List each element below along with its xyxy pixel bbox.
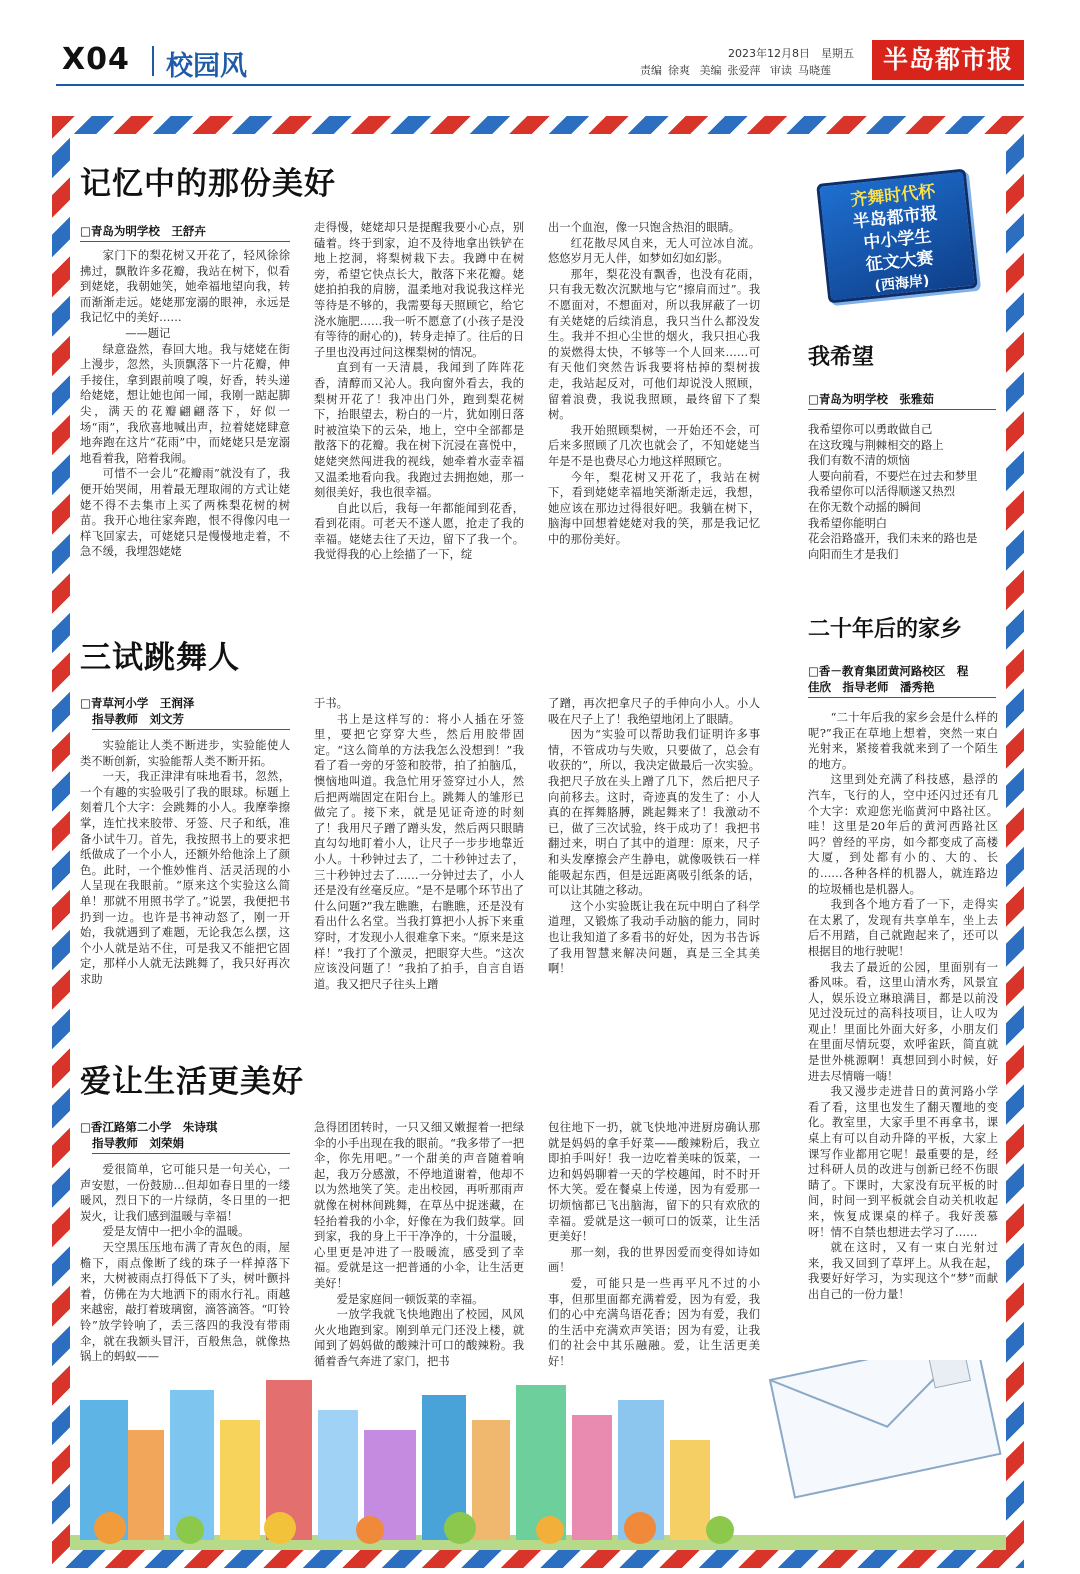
contest-line: 中小学生 (862, 226, 933, 254)
article-column (808, 710, 998, 1338)
paragraph: 一天，我正津津有味地看书，忽然，一个有趣的实验吸引了我的眼球。标题上刻着几个大字：会跳舞的小人。我摩拳擦掌，连忙找来胶带、牙签、尺子和纸，准备小试牛刀。首先，我按照书上的要求把纸做成了一个小人，还额外给他涂上了颜色。此时，一个惟妙惟肖、活灵活现的小人呈现在我眼前。“原来这个实验这么简单！那就不用照书学了。”说罢，我便把书扔到一边。也许是书神动怒了，刚一开始，我就遇到了难题，无论我怎么摆，这个小人就是站不住，可是我又不能把它固定，那样小人就无法跳舞了，我只好再次求助 (80, 770, 290, 986)
article-teacher: 指导教师 刘荣娟 (92, 1136, 290, 1154)
poem-line: 花会沿路盛开，我们未来的路也是 (808, 532, 978, 546)
article-byline: 佳欣 指导老师 潘秀艳 (808, 680, 996, 698)
contest-line: 齐舞时代杯 (849, 181, 937, 211)
paragraph: 自此以后，我每一年都能闻到花香，看到花雨。可老天不遂人愿，抢走了我的幸福。姥姥去往了天边，留下了我一个。我觉得我的心上绘描了一下，绽 (314, 501, 524, 562)
building (220, 1420, 260, 1540)
paragraph: 书上是这样写的：将小人插在牙签里，要把它穿穿大些，然后用胶带固定。“这么简单的方法我怎么没想到！”我看了看一旁的牙签和胶带，拍了拍脑瓜，懊恼地叫道。我急忙用牙签穿过小人，然后把两端固定在阳台上。跳舞人的雏形已做完了。接下来，就是见证奇迹的时刻了！我用尺子蹭了蹭头发，然后两只眼睛直勾勾地盯着小人，让尺子一步步地靠近小人。十秒钟过去了，二十秒钟过去了，三十秒钟过去了……一分钟过去了，小人还是没有丝毫反应。“是不是哪个环节出了什么问题?”我左瞧瞧，右瞧瞧，还是没有看出什么名堂。当我打算把小人拆下来重穿时，才发现小人很难拿下来。“原来是这样！”我打了个激灵，把眼穿大些。“这次应该没问题了！”我拍了拍手，自言自语道。我又把尺子往头上蹭 (314, 712, 524, 991)
paragraph: 爱，可能只是一些再平凡不过的小事，但那里面都充满着爱，因为有爱，我们的心中充满鸟语花香；因为有爱，我们的生活中充满欢声笑语；因为有爱，让我们的社会中其乐融融。爱，让生活更美好！ (548, 1276, 760, 1368)
building (670, 1440, 710, 1540)
paragraph: ——题记 (125, 326, 171, 340)
paragraph: 红花散尽风自来，无人可泣冰自流。悠悠岁月无人伴，如梦如幻如幻影。 (548, 236, 760, 266)
credit-label: 美编 (699, 64, 722, 77)
poem-line: 我们有数不清的烦恼 (808, 454, 910, 468)
building (128, 1430, 164, 1540)
article-title: 三试跳舞人 (80, 640, 240, 676)
article-column (80, 1162, 290, 1382)
article-byline: □香－教育集团黄河路校区 程 (808, 664, 969, 678)
paragraph: 于书。 (314, 697, 348, 710)
contest-line: 征文大赛 (864, 248, 935, 276)
article-title: 我希望 (808, 345, 875, 370)
article-title: 爱让生活更美好 (80, 1064, 304, 1100)
credit-label: 审读 (770, 64, 792, 77)
article-byline: □青岛为明学校 张雅茹 (808, 392, 996, 410)
paragraph: 急得团团转时，一只又细又嫩握着一把绿伞的小手出现在我的眼前。“我多带了一把伞，你先用吧。”一个甜美的声音随着响起，我万分感激，不停地道谢着，他却不以为然地笑了笑。走出校园，再听那雨声就像在树林间跳舞，在草丛中捉迷藏，在轻抬着我的小伞，好像在为我们鼓掌。回到家，我的身上干干净净的，十分温暖，心里更是冲进了一股暖流，感受到了幸福。爱就是这一把普通的小伞，让生活更美好！ (314, 1121, 524, 1290)
article-byline: □青岛为明学校 王舒卉 (80, 224, 290, 242)
poem-line: 向阳而生才是我们 (808, 547, 899, 561)
article-column (314, 696, 524, 1018)
poem-body (808, 422, 1008, 562)
section-title: 校园风 (166, 51, 247, 82)
paragraph: 实验能让人类不断进步，实验能使人类不断创新，实验能帮人类不断开拓。 (80, 739, 290, 768)
article-column (80, 738, 290, 1018)
paragraph: 爱是友情中一把小伞的温暖。 (102, 1225, 250, 1239)
poem-line: 在这玫瑰与荆棘相交的路上 (808, 438, 944, 452)
paragraph: 因为“实验可以帮助我们证明许多事情，不管成功与失败，只要做了，总会有收获的”，所以，我决定做最后一次实验。我把尺子放在头上蹭了几下，然后把尺子向前移去。这时，奇迹真的发生了：小人真的在挥舞胳膊，跳起舞来了！我激动不已，做了三次试验，终于成功了！我把书翻过来，明白了其中的道理：原来，尺子和头发摩擦会产生静电，就像吸铁石一样能吸起东西，但是远距离吸引纸条的话，可以让其随之移动。 (548, 728, 760, 898)
poem-line: 我希望你可以活得顺遂又热烈 (808, 485, 955, 499)
paragraph: 家门下的梨花树又开花了，轻风徐徐拂过，飘散许多花瓣，我站在树下，似看到姥姥，我朝她笑，她牵福地望向我，转而渐渐走远。姥姥那宠溺的眼神，永远是我记忆中的美好…… (80, 249, 290, 325)
article-column (548, 696, 760, 1018)
header-rule (56, 84, 1024, 86)
paragraph: 我到各个地方看了一下，走得实在太累了，发现有共享单车，坐上去后不用踏，自己就跑起来了，还可以根据目的地行驶呢！ (808, 898, 998, 958)
newspaper-logo: 半岛都市报 (872, 40, 1024, 80)
header-separator (152, 46, 154, 76)
paragraph: 天空黑压压地布满了青灰色的雨，屋檐下，雨点像断了线的珠子一样掉落下来，大树被雨点打得低下了头，树叶颤抖着，仿佛在为大地洒下的雨水行礼。雨越来越密，敲打着玻璃窗，滴答滴答。“叮铃铃”放学铃响了，丢三落四的我没有带雨伞，就在我额头冒汗，百般焦急，就像热锅上的蚂蚁—— (80, 1240, 290, 1364)
paragraph: 那一刻，我的世界因爱而变得如诗如画！ (548, 1245, 760, 1275)
paragraph: 直到有一天清晨，我闻到了阵阵花香，清醇而又沁人。我向窗外看去，我的梨树开花了！我冲出门外，跑到梨花树下，抬眼望去，粉白的一片，犹如刚日落时被渲染下的云朵，地上，空中全部都是散落下的花瓣。我在树下沉浸在喜悦中，姥姥突然闯进我的视线，她牵着水壶幸福又温柔地看向我。我跑过去拥抱她，那一刻很美好，我也很幸福。 (314, 361, 524, 500)
paragraph: 走得慢，姥姥却只是提醒我要小心点，别磕着。终于到家，迫不及待地拿出铁铲在地上挖洞，将梨树栽下去。我蹲中在树旁，希望它快点长大，散落下来花瓣。姥姥拍拍我的肩膀，温柔地对我说我这样光等待是不够的，我需要每天照顾它，给它浇水施肥……我一听不愿意了(小孩子是没有等待的耐心的)，转身走掉了。往后的日子里也没再过问这棵梨树的情况。 (314, 221, 524, 359)
article-byline: □青草河小学 王润泽 (80, 696, 195, 710)
paragraph: 一放学我就飞快地跑出了校园，风风火火地跑到家。刚到单元门还没上楼，就闻到了妈妈做的酸辣汁可口的酸辣粉。我循着香气奔进了家门，把书 (314, 1308, 524, 1368)
paragraph: “二十年后我的家乡会是什么样的呢?”我正在草地上想着，突然一束白光射来，紧接着我就来到了一个陌生的地方。 (808, 711, 998, 771)
paragraph: 这个小实验既让我在玩中明白了科学道理，又锻炼了我动手动脑的能力，同时也让我知道了多看书的好处，因为书告诉了我用智慧来解决问题，真是三全其美啊！ (548, 899, 760, 976)
paragraph: 我又漫步走进昔日的黄河路小学看了看，这里也发生了翻天覆地的变化。教室里，大家手里不再拿书，课桌上有可以自动升降的平板，大家上课写作业都用它呢！最重要的是，经过科研人员的改进与创新已经不伤眼睛了。下课时，大家没有玩平板的时间，时间一到平板就会自动关机收起来，恢复成课桌的样子。我好羡慕呀！情不自禁也想进去学习了…… (808, 1085, 998, 1239)
building (472, 1420, 510, 1540)
paragraph: 爱很简单，它可能只是一句关心，一声安慰，一份鼓励…但却如春日里的一缕暖风，烈日下的一片绿荫，冬日里的一把炭火，让我们感到温暖与幸福！ (80, 1163, 290, 1223)
paragraph: 那年，梨花没有飘香，也没有花雨，只有我无数次沉默地与它“擦肩而过”。我不愿面对，不想面对，所以我屏蔽了一切有关姥姥的后续消息，我只当什么都没发生。我并不担心尘世的烟火，我只担心我的炭燃得太快，不够等一个人回来……可有天他们突然告诉我要将枯掉的梨树拔走，我站起反对，可他们却说没人照顾，留着浪费，我说我照顾，最终留下了梨树。 (548, 267, 760, 422)
article-column (80, 248, 290, 593)
paragraph: 包往地下一扔，就飞快地冲进厨房确认那就是妈妈的拿手好菜——酸辣粉后，我立即拍手叫好！我一边吃着美味的饭菜，一边和妈妈聊着一天的学校趣闻，时不时开怀大笑。爱在餐桌上传递，因为有爱那一切烦恼都已飞出脑海，留下的只有欢欣的幸福。爱就是这一顿可口的饭菜，让生活更美好！ (548, 1121, 760, 1244)
article-title: 记忆中的那份美好 (80, 166, 336, 202)
paragraph: 我开始照顾梨树，一开始还不会，可后来多照顾了几次也就会了，不知姥姥当年是不是也费尽心力地这样照顾它。 (548, 423, 760, 468)
paragraph: 今年，梨花树又开花了，我站在树下，看到姥姥幸福地笑渐渐走远，我想，她应该在那边过得很好吧。我躺在树下，脑海中回想着姥姥对我的笑，那是我记忆中的那份美好。 (548, 470, 760, 546)
credit-name: 张爱萍 (727, 64, 761, 77)
envelope-icon (770, 1360, 1000, 1497)
contest-line: (西海岸) (873, 272, 931, 295)
paragraph: 可惜不一会儿“花瓣雨”就没有了，我便开始哭闹，用着最无理取闹的方式让姥姥不得不去集市上买了两株梨花树的树苗。我开心地往家奔跑，恨不得像闪电一样飞回家去，可姥姥只是慢慢地走着，不急不缓，我埋怨姥姥 (80, 467, 290, 559)
contest-badge (816, 168, 978, 303)
poem-line: 在你无数个动摇的瞬间 (808, 500, 921, 514)
building (318, 1410, 358, 1540)
paragraph: 了蹭，再次把拿尺子的手伸向小人。小人吸在尺子上了！我绝望地闭上了眼睛。 (548, 697, 760, 726)
article-column (548, 1120, 760, 1382)
editor-credits (640, 62, 837, 78)
article-byline: □香江路第二小学 朱诗琪 (80, 1120, 218, 1134)
paragraph: 我去了最近的公园，里面别有一番风味。看，这里山清水秀，风景宜人，娱乐设立琳琅满目，都是以前没见过没玩过的高科技项目，让人叹为观止！里面比外面大好多，小朋友们在里面尽情玩耍，欢呼雀跃，简直就是世外桃源啊！真想回到小时候，好进去尽情嗨一嗨！ (808, 960, 998, 1083)
paragraph: 这里到处充满了科技感，悬浮的汽车，飞行的人，空中还闪过还有几个大字：欢迎您光临黄河中路社区。哇！这里是20年后的黄河西路社区吗？曾经的平房，如今都变成了高楼大厦，到处都有小的、大的、长的……各种各样的机器人，就连路边的垃圾桶也是机器人。 (808, 773, 998, 896)
article-column (548, 220, 760, 592)
paragraph: 绿意盎然，春回大地。我与姥姥在街上漫步，忽然，头顶飘落下一片花瓣，伸手接住，拿到跟前嗅了嗅，好香，转头递给姥姥，想让她也闻一闻，我刚一踮起脚尖，满天的花瓣翩翩落下，好似一场“雨”，我欣喜地喊出声，拉着姥姥肆意地奔跑在这片“花雨”中，而姥姥只是宠溺地看着我，陪着我闹。 (80, 342, 290, 465)
article-column (314, 220, 524, 592)
building (572, 1415, 612, 1540)
contest-line: 半岛都市报 (851, 203, 939, 233)
credit-name: 马晓莲 (798, 64, 831, 77)
page-number: X04 (62, 42, 130, 77)
poem-line: 人要向前看，不要烂在过去和梦里 (808, 469, 978, 483)
poem-line: 我希望你能明白 (808, 516, 888, 530)
building (516, 1385, 566, 1540)
issue-date: 2023年12月8日 星期五 (728, 47, 854, 60)
paragraph: 爱是家庭间一顿饭菜的幸福。 (336, 1292, 484, 1306)
article-title: 二十年后的家乡 (808, 617, 963, 642)
paragraph: 出一个血泡，像一只饱含热泪的眼睛。 (548, 221, 741, 234)
article-column (314, 1120, 524, 1382)
credit-name: 徐爽 (668, 64, 690, 77)
credit-label: 责编 (640, 64, 662, 77)
city-skyline-illustration (70, 1360, 1006, 1550)
poem-line: 我希望你可以勇敢做自己 (808, 423, 933, 436)
article-teacher: 指导教师 刘文芳 (92, 712, 290, 730)
paragraph: 就在这时，又有一束白光射过来，我又回到了草坪上。从我在起，我要好好学习，为实现这个“梦”而献出自己的一份力量！ (808, 1241, 998, 1301)
